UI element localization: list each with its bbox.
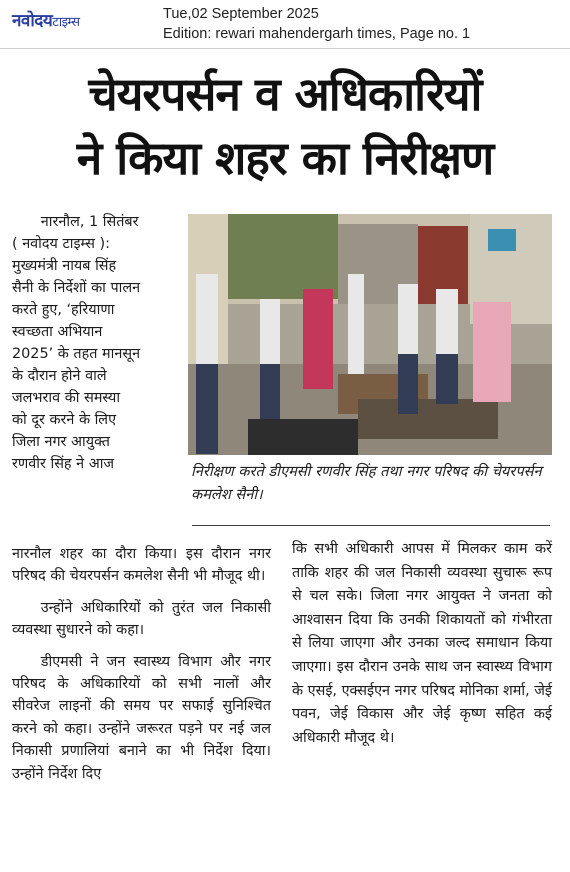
lead-line: करते हुए, ‘हरियाणा <box>12 302 115 318</box>
edition-info: Edition: rewari mahendergarh times, Page no. 1 <box>163 26 471 42</box>
lead-line: मुख्यमंत्री नायब सिंह <box>12 258 117 274</box>
headline-line-1: चेयरपर्सन व अधिकारियों <box>88 67 482 121</box>
lead-line: रणवीर सिंह ने आज <box>12 456 115 472</box>
paragraph-2: उन्होंने अधिकारियों को तुरंत जल निकासी व्यवस्था सुधारने को कहा। <box>12 599 271 639</box>
masthead-divider <box>0 48 570 49</box>
lead-text <box>12 255 184 475</box>
logo-sub: टाइम्स <box>52 15 80 30</box>
lead-line: जलभराव की समस्या <box>12 390 121 406</box>
agency-credit: ( नवोदय टाइम्स ): <box>12 236 110 252</box>
lead-line: 2025’ के तहत मानसून <box>12 346 141 362</box>
paragraph-1-continued: नारनौल शहर का दौरा किया। इस दौरान नगर परिषद की चेयरपर्सन कमलेश सैनी भी मौजूद थी। <box>12 546 271 585</box>
headline-line-2: ने किया शहर का निरीक्षण <box>76 131 494 185</box>
lead-line: जिला नगर आयुक्त <box>12 434 110 450</box>
column-rule <box>192 525 550 526</box>
paragraph-4: कि सभी अधिकारी आपस में मिलकर काम करें ताकि शहर की जल निकासी व्यवस्था सुचारू रूप से चल सके। जिला नगर आयुक्त ने जनता को आश्वासन दिया कि उनकी शिकायतों को गंभीरता से लिया जाएगा और उनका जल्द समाधान किया जाएगा। इस दौरान उनके साथ जन स्वास्थ्य विभाग के एसई, एक्सईएन नगर परिषद मोनिका शर्मा, जेई पवन, जेई विकास और जेई कृष्ण सहित कई अधिकारी मौजूद थे। <box>292 541 552 746</box>
article-headline <box>0 62 570 190</box>
inspection-photo-illustration <box>188 214 552 455</box>
lead-column <box>12 211 184 475</box>
edition-meta <box>163 4 470 44</box>
logo-main: नवोदय <box>12 11 53 31</box>
lead-line: सैनी के निर्देशों का पालन <box>12 280 141 296</box>
masthead <box>0 0 570 48</box>
article-photo <box>188 214 552 455</box>
lead-line: को दूर करने के लिए <box>12 412 117 428</box>
body-column-left <box>12 543 271 785</box>
photo-caption: निरीक्षण करते डीएमसी रणवीर सिंह तथा नगर परिषद की चेयरपर्सन कमलेश सैनी। <box>191 463 542 503</box>
dateline: नारनौल, 1 सितंबर <box>40 214 139 230</box>
publication-date: Tue,02 September 2025 <box>163 6 319 22</box>
lead-line: स्वच्छता अभियान <box>12 324 103 340</box>
body-column-right <box>292 538 552 750</box>
newspaper-logo <box>12 8 80 31</box>
lead-line: के दौरान होने वाले <box>12 368 107 384</box>
paragraph-3: डीएमसी ने जन स्वास्थ्य विभाग और नगर परिषद के अधिकारियों को सभी नालों और सीवरेज लाइनों की समय पर सफाई सुनिश्चित करने को कहा। उन्होंने जरूरत पड़ने पर नई जल निकासी प्रणालियां बनाने का भी निर्देश दिया। उन्होंने निर्देश दिए <box>12 653 271 782</box>
